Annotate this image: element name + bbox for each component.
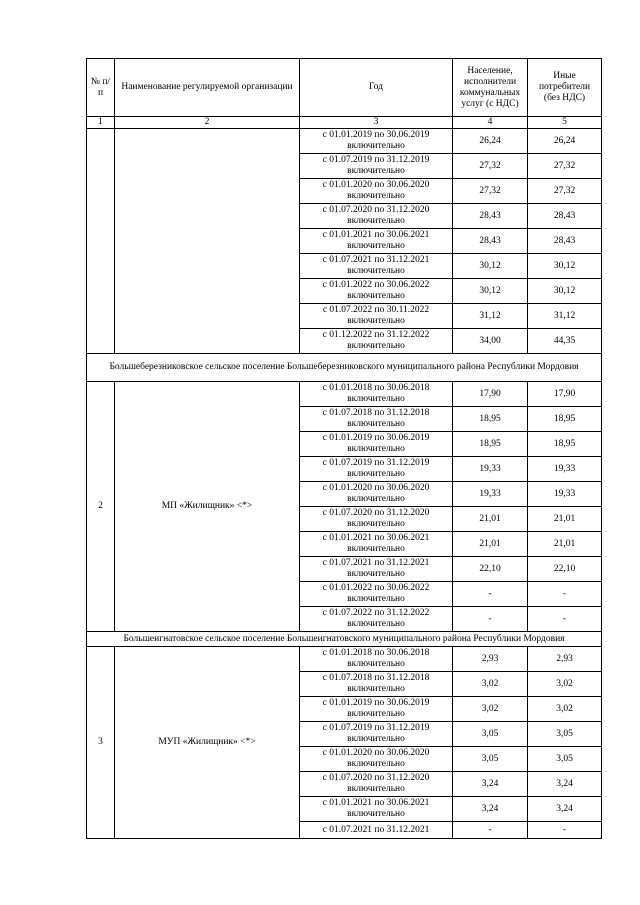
other-tariff: 27,32 xyxy=(528,154,602,179)
population-tariff: 28,43 xyxy=(453,204,528,229)
period-cell: с 01.07.2019 по 31.12.2019 включительно xyxy=(300,457,453,482)
other-tariff: 27,32 xyxy=(528,179,602,204)
section-title: Большеберезниковское сельское поселение Большеберезниковского муниципального района Республики Мордовия xyxy=(87,354,602,382)
column-number-row xyxy=(87,117,602,129)
period-cell: с 01.07.2020 по 31.12.2020 включительно xyxy=(300,507,453,532)
header-row xyxy=(87,59,602,117)
other-tariff: 3,24 xyxy=(528,772,602,797)
other-tariff: 2,93 xyxy=(528,647,602,672)
row-number: 2 xyxy=(87,382,115,632)
other-tariff: 31,12 xyxy=(528,304,602,329)
period-cell: с 01.01.2022 по 30.06.2022 включительно xyxy=(300,582,453,607)
tariff-table-body xyxy=(87,59,602,839)
population-tariff: 22,10 xyxy=(453,557,528,582)
population-tariff: 28,43 xyxy=(453,229,528,254)
table-row xyxy=(87,647,602,672)
population-tariff: 19,33 xyxy=(453,457,528,482)
column-number: 1 xyxy=(87,117,115,129)
population-tariff: - xyxy=(453,607,528,632)
header-number: № п/п xyxy=(87,59,115,117)
table-row xyxy=(87,129,602,154)
organization-name: МП «Жилищник» <*> xyxy=(115,382,300,632)
other-tariff: 21,01 xyxy=(528,507,602,532)
period-cell: с 01.01.2019 по 30.06.2019 включительно xyxy=(300,697,453,722)
header-population: Население, исполнители коммунальных услуг (с НДС) xyxy=(453,59,528,117)
population-tariff: 3,24 xyxy=(453,772,528,797)
period-cell: с 01.07.2021 по 31.12.2021 включительно xyxy=(300,254,453,279)
period-cell: с 01.01.2021 по 30.06.2021 включительно xyxy=(300,532,453,557)
population-tariff: 3,05 xyxy=(453,747,528,772)
population-tariff: 27,32 xyxy=(453,154,528,179)
other-tariff: - xyxy=(528,822,602,839)
population-tariff: 3,02 xyxy=(453,672,528,697)
period-cell: с 01.01.2020 по 30.06.2020 включительно xyxy=(300,179,453,204)
column-number: 3 xyxy=(300,117,453,129)
period-cell: с 01.01.2022 по 30.06.2022 включительно xyxy=(300,279,453,304)
population-tariff: 26,24 xyxy=(453,129,528,154)
period-cell: с 01.07.2020 по 31.12.2020 включительно xyxy=(300,772,453,797)
other-tariff: 44,35 xyxy=(528,329,602,354)
header-other-consumers: Иные потребители (без НДС) xyxy=(528,59,602,117)
period-cell: с 01.07.2019 по 31.12.2019 включительно xyxy=(300,722,453,747)
organization-name xyxy=(115,129,300,354)
other-tariff: 19,33 xyxy=(528,482,602,507)
section-row xyxy=(87,354,602,382)
period-cell: с 01.01.2018 по 30.06.2018 включительно xyxy=(300,647,453,672)
column-number: 4 xyxy=(453,117,528,129)
header-year: Год xyxy=(300,59,453,117)
population-tariff: - xyxy=(453,582,528,607)
section-title: Большеигнатовское сельское поселение Большеигнатовского муниципального района Республики Мордовия xyxy=(87,632,602,647)
population-tariff: 17,90 xyxy=(453,382,528,407)
other-tariff: 3,05 xyxy=(528,747,602,772)
population-tariff: 21,01 xyxy=(453,532,528,557)
other-tariff: 26,24 xyxy=(528,129,602,154)
period-cell: с 01.07.2021 по 31.12.2021 xyxy=(300,822,453,839)
period-cell: с 01.01.2020 по 30.06.2020 включительно xyxy=(300,482,453,507)
period-cell: с 01.01.2021 по 30.06.2021 включительно xyxy=(300,229,453,254)
population-tariff: 3,05 xyxy=(453,722,528,747)
population-tariff: 3,24 xyxy=(453,797,528,822)
period-cell: с 01.01.2019 по 30.06.2019 включительно xyxy=(300,432,453,457)
other-tariff: 17,90 xyxy=(528,382,602,407)
other-tariff: 21,01 xyxy=(528,532,602,557)
other-tariff: 3,05 xyxy=(528,722,602,747)
table-row xyxy=(87,382,602,407)
other-tariff: - xyxy=(528,607,602,632)
organization-name: МУП «Жилищник» <*> xyxy=(115,647,300,839)
population-tariff: 18,95 xyxy=(453,407,528,432)
population-tariff: 31,12 xyxy=(453,304,528,329)
other-tariff: 30,12 xyxy=(528,254,602,279)
section-row xyxy=(87,632,602,647)
other-tariff: 18,95 xyxy=(528,407,602,432)
other-tariff: 28,43 xyxy=(528,229,602,254)
column-number: 5 xyxy=(528,117,602,129)
other-tariff: 3,02 xyxy=(528,672,602,697)
population-tariff: 3,02 xyxy=(453,697,528,722)
period-cell: с 01.07.2022 по 31.12.2022 включительно xyxy=(300,607,453,632)
column-number: 2 xyxy=(115,117,300,129)
period-cell: с 01.07.2018 по 31.12.2018 включительно xyxy=(300,407,453,432)
other-tariff: 19,33 xyxy=(528,457,602,482)
population-tariff: 30,12 xyxy=(453,254,528,279)
period-cell: с 01.07.2018 по 31.12.2018 включительно xyxy=(300,672,453,697)
population-tariff: 27,32 xyxy=(453,179,528,204)
other-tariff: 22,10 xyxy=(528,557,602,582)
period-cell: с 01.07.2019 по 31.12.2019 включительно xyxy=(300,154,453,179)
row-number xyxy=(87,129,115,354)
period-cell: с 01.07.2021 по 31.12.2021 включительно xyxy=(300,557,453,582)
population-tariff: 34,00 xyxy=(453,329,528,354)
population-tariff: 18,95 xyxy=(453,432,528,457)
period-cell: с 01.07.2022 по 30.11.2022 включительно xyxy=(300,304,453,329)
header-organization: Наименование регулируемой организации xyxy=(115,59,300,117)
other-tariff: 3,02 xyxy=(528,697,602,722)
period-cell: с 01.01.2020 по 30.06.2020 включительно xyxy=(300,747,453,772)
other-tariff: - xyxy=(528,582,602,607)
tariff-table xyxy=(86,58,602,839)
period-cell: с 01.01.2021 по 30.06.2021 включительно xyxy=(300,797,453,822)
row-number: 3 xyxy=(87,647,115,839)
population-tariff: 2,93 xyxy=(453,647,528,672)
population-tariff: 19,33 xyxy=(453,482,528,507)
period-cell: с 01.01.2019 по 30.06.2019 включительно xyxy=(300,129,453,154)
other-tariff: 18,95 xyxy=(528,432,602,457)
population-tariff: 30,12 xyxy=(453,279,528,304)
population-tariff: 21,01 xyxy=(453,507,528,532)
other-tariff: 3,24 xyxy=(528,797,602,822)
other-tariff: 28,43 xyxy=(528,204,602,229)
period-cell: с 01.12.2022 по 31.12.2022 включительно xyxy=(300,329,453,354)
other-tariff: 30,12 xyxy=(528,279,602,304)
period-cell: с 01.01.2018 по 30.06.2018 включительно xyxy=(300,382,453,407)
population-tariff: - xyxy=(453,822,528,839)
period-cell: с 01.07.2020 по 31.12.2020 включительно xyxy=(300,204,453,229)
